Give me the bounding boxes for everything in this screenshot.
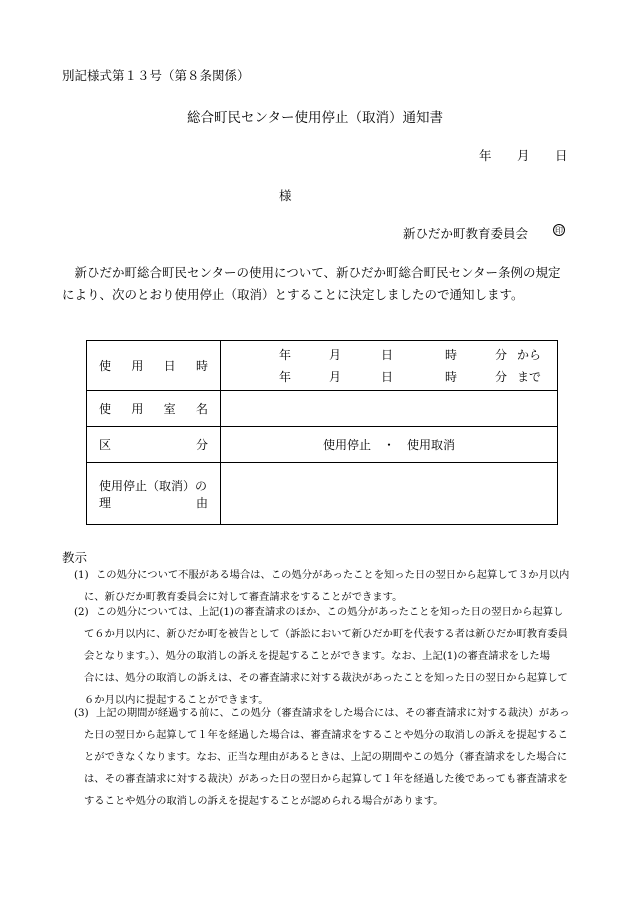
label-char: 用 <box>131 402 144 416</box>
notice-paragraph: 新ひだか町総合町民センターの使用について、新ひだか町総合町民センター条例の規定により、次のとおり使用停止（取消）とすることに決定しましたので通知します。 <box>62 265 561 302</box>
hour-label: 時 <box>445 370 458 384</box>
item-number: (3) <box>74 707 89 719</box>
item-number: (1) <box>74 569 89 581</box>
day-label: 日 <box>381 348 394 362</box>
room-name-value[interactable] <box>221 391 558 427</box>
label-char: 日 <box>163 359 176 373</box>
datetime-from-row <box>221 344 557 366</box>
reason-value[interactable] <box>221 463 558 525</box>
year-label: 年 <box>279 348 292 362</box>
table-row-usage-datetime <box>87 341 558 391</box>
item-line: た日の翌日から起算して１年を経過した場合は、審査請求をすることや処分の取消しの訴えを提起するこ <box>84 729 568 741</box>
item-line: て６か月以内に、新ひだか町を被告として（訴訟において新ひだか町を代表する者は新ひだか町教育委員 <box>84 628 568 640</box>
item-line: とができなくなります。なお、正当な理由があるときは、上記の期間やこの処分（審査請求をした場合に <box>84 751 568 763</box>
usage-datetime-label <box>87 341 221 391</box>
seal-icon: 印 <box>555 226 563 235</box>
item-line: することや処分の取消しの訴えを提起することが認められる場合があります。 <box>84 795 444 807</box>
year-label: 年 <box>279 370 292 384</box>
label-char: 理 <box>99 495 112 510</box>
hour-label: 時 <box>445 348 458 362</box>
table-row-reason <box>87 463 558 525</box>
item-line: 上記の期間が経過する前に、この処分（審査請求をした場合には、その審査請求に対する裁決）があっ <box>96 707 570 719</box>
label-char: 使 <box>99 359 112 373</box>
usage-datetime-value[interactable] <box>221 341 558 391</box>
item-line: ６か月以内に提起することができます。 <box>84 694 269 706</box>
sender-name: 新ひだか町教育委員会 <box>403 226 529 241</box>
date-year-label: 年 <box>479 148 492 163</box>
until-label: まで <box>517 370 542 384</box>
reason-label-line1: 使用停止（取消）の <box>99 478 208 493</box>
table-row-category <box>87 427 558 463</box>
label-char: 由 <box>195 495 208 510</box>
item-line: この処分については、上記(1)の審査請求のほか、この処分があったことを知った日の翌日から起算し <box>96 606 564 618</box>
item-line: は、その審査請求に対する裁決）があった日の翌日から起算して１年を経過した後であっても審査請求を <box>84 773 568 785</box>
addressee-suffix: 様 <box>279 188 292 203</box>
table-row-room <box>87 391 558 427</box>
minute-label: 分 <box>495 370 508 384</box>
minute-label: 分 <box>495 348 508 362</box>
label-char: 用 <box>131 359 144 373</box>
item-line: この処分について不服がある場合は、この処分があったことを知った日の翌日から起算して３か月以内 <box>96 569 570 581</box>
label-char: 分 <box>195 438 208 452</box>
label-char: 時 <box>195 359 208 373</box>
label-char: 室 <box>163 402 176 416</box>
from-label: から <box>517 348 542 362</box>
item-line: に、新ひだか町教育委員会に対して審査請求をすることができます。 <box>84 591 403 603</box>
datetime-to-row <box>221 366 557 388</box>
category-value[interactable]: 使用停止 ・ 使用取消 <box>221 427 558 463</box>
day-label: 日 <box>381 370 394 384</box>
form-number: 別記様式第１３号（第８条関係） <box>62 68 250 83</box>
reason-label <box>87 463 221 525</box>
month-label: 月 <box>329 370 342 384</box>
item-number: (2) <box>74 606 89 618</box>
item-line: 合には、処分の取消しの訴えは、その審査請求に対する裁決があったことを知った日の翌日から起算して <box>84 672 568 684</box>
label-char: 区 <box>99 438 112 452</box>
item-line: 会となります。）、処分の取消しの訴えを提起することができます。なお、上記(1)の審査請求をした場 <box>84 650 550 662</box>
instructions-title: 教示 <box>62 550 88 565</box>
info-table <box>86 340 558 525</box>
label-char: 名 <box>195 402 208 416</box>
room-name-label <box>87 391 221 427</box>
date-day-label: 日 <box>555 148 568 163</box>
month-label: 月 <box>329 348 342 362</box>
document-title: 総合町民センター使用停止（取消）通知書 <box>187 110 443 126</box>
date-month-label: 月 <box>517 148 530 163</box>
category-label <box>87 427 221 463</box>
label-char: 使 <box>99 402 112 416</box>
